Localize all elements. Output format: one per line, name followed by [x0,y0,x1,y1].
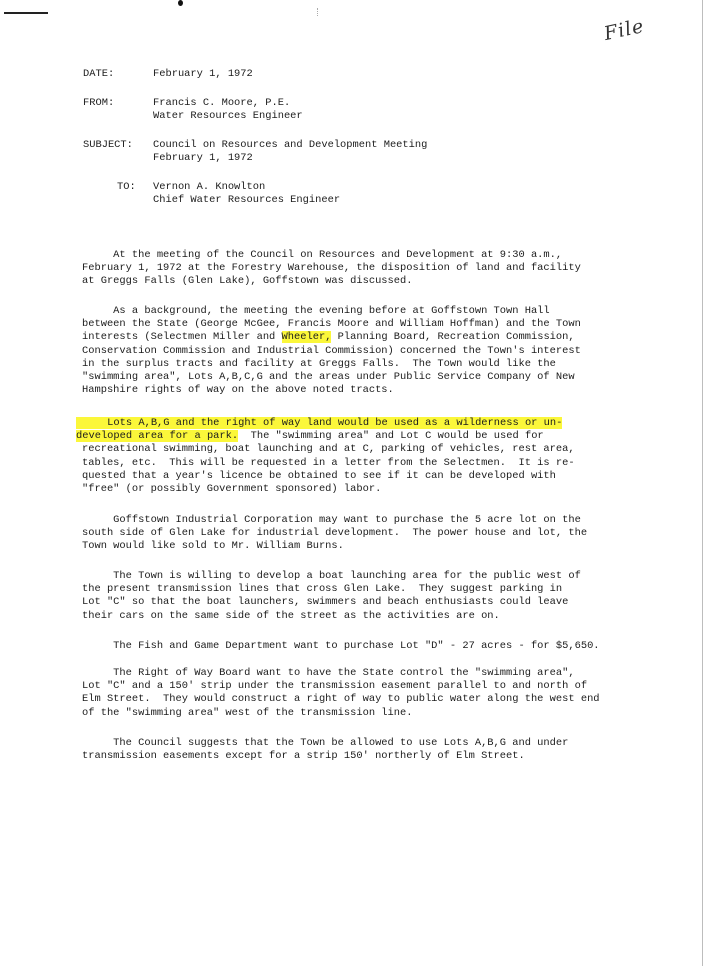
from-name: Francis C. Moore, P.E. [153,97,291,109]
text-line: "swimming area", Lots A,B,C,G and the areas under Public Service Company of New [82,370,575,383]
text-line: The Council suggests that the Town be allowed to use Lots A,B,G and under [82,737,569,749]
subject-label: SUBJECT: [83,139,133,151]
date-label: DATE: [83,68,115,80]
highlighted-text: developed area for a park. [76,430,239,443]
date-value: February 1, 1972 [153,68,253,80]
subject-line-2: February 1, 1972 [153,152,253,164]
highlighted-text: Wheeler, [281,331,332,344]
text-line: The Right of Way Board want to have the State control the "swimming area", [82,667,575,679]
text-line: Lot "C" and a 150' strip under the transmission easement parallel to and north of [82,680,588,693]
text-line [82,331,662,344]
to-title: Chief Water Resources Engineer [153,194,341,206]
text-line: Hampshire rights of way on the above noted tracts. [82,384,394,397]
text-segment: The "swimming area" and Lot C would be used for [238,430,544,443]
text-line: "free" (or possibly Government sponsored) labor. [82,482,382,495]
text-line: their cars on the same side of the street as the activities are on. [82,609,500,622]
paragraph-wilderness [76,417,656,496]
from-title: Water Resources Engineer [153,110,303,122]
scan-dot [178,0,183,6]
text-line: As a background, the meeting the evening before at Goffstown Town Hall [82,305,550,317]
text-line: between the State (George McGee, Francis Moore and William Hoffman) and the Town [82,318,581,331]
text-line [76,430,656,443]
paragraph-council-suggestion [82,737,662,763]
from-label: FROM: [83,97,115,109]
scan-speck [317,8,321,16]
text-line: at Greggs Falls (Glen Lake), Goffstown was discussed. [82,275,413,288]
text-line: Conservation Commission and Industrial Commission) concerned the Town's interest [82,344,581,357]
text-line: The Town is willing to develop a boat launching area for the public west of [82,570,581,582]
text-line: quested that a year's licence be obtained to see if it can be developed with [82,469,556,482]
text-line: tables, etc. This will be requested in a letter from the Selectmen. It is re- [82,456,575,469]
paragraph-background [82,305,662,397]
paragraph-right-of-way [82,667,662,720]
text-line: February 1, 1972 at the Forestry Warehouse, the disposition of land and facility [82,262,581,275]
to-name: Vernon A. Knowlton [153,181,266,193]
handwritten-file-mark: File [602,15,647,45]
paragraph-fish-and-game [82,640,662,653]
paragraph-industrial [82,514,662,554]
text-line: The Fish and Game Department want to purchase Lot "D" - 27 acres - for $5,650. [82,640,600,652]
text-segment: interests (Selectmen Miller and [82,331,282,344]
text-line: in the surplus tracts and facility at Greggs Falls. The Town would like the [82,357,556,370]
scan-mark [4,12,48,14]
to-label: TO: [117,181,136,193]
text-line: At the meeting of the Council on Resources and Development at 9:30 a.m., [82,249,563,261]
highlighted-text: Lots A,B,G and the right of way land would be used as a wilderness or un- [76,417,563,429]
text-line: Elm Street. They would construct a right of way to public water along the west end [82,693,600,706]
text-line: of the "swimming area" west of the transmission line. [82,706,413,719]
text-line: the present transmission lines that cross Glen Lake. They suggest parking in [82,583,563,596]
text-line: Town would like sold to Mr. William Burns. [82,540,344,553]
text-line: Lot "C" so that the boat launchers, swimmers and beach enthusiasts could leave [82,596,569,609]
text-line: Goffstown Industrial Corporation may want to purchase the 5 acre lot on the [82,514,581,526]
text-line: recreational swimming, boat launching and at C, parking of vehicles, rest area, [82,443,575,456]
text-line: south side of Glen Lake for industrial development. The power house and lot, the [82,527,588,540]
text-line [76,417,656,430]
text-line: transmission easements except for a strip 150' northerly of Elm Street. [82,750,525,763]
subject-line-1: Council on Resources and Development Meeting [153,139,428,151]
paragraph-meeting [82,249,662,289]
paragraph-boat-launching [82,570,662,623]
text-segment: Planning Board, Recreation Commission, [331,331,575,344]
